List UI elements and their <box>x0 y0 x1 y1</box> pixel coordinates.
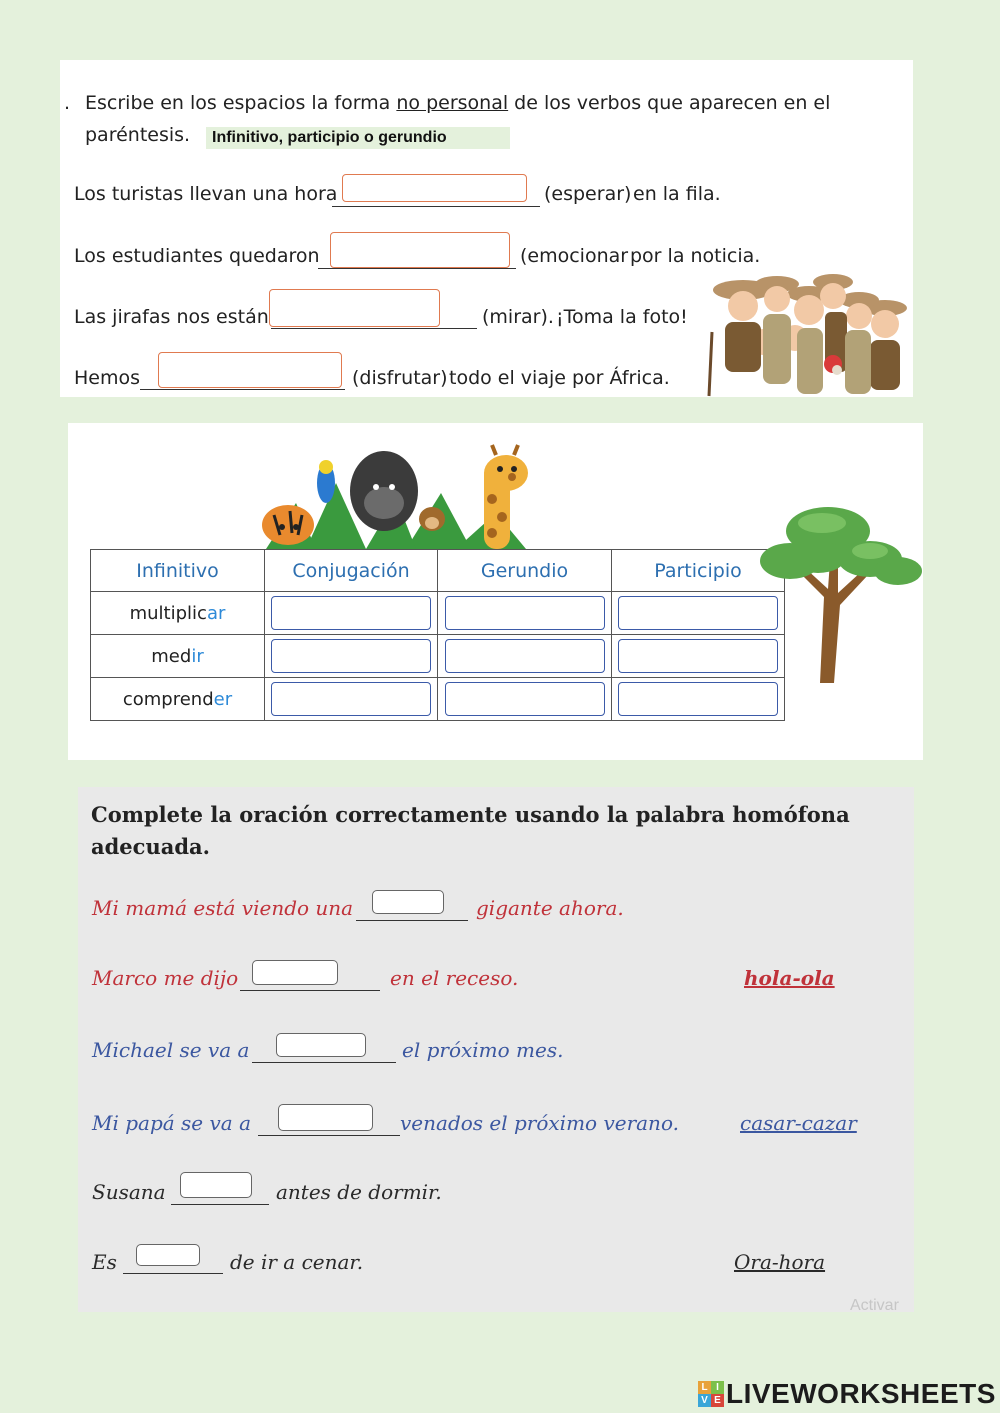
answer-cell <box>612 678 785 721</box>
homophone-input-3[interactable] <box>276 1033 366 1057</box>
sentence-3-start: Michael se va a <box>92 1038 250 1062</box>
sentence-5-end: antes de dormir. <box>276 1180 442 1204</box>
sentence-6-start: Es <box>92 1250 117 1274</box>
answer-cell <box>438 592 612 635</box>
homophone-input-6[interactable] <box>136 1244 200 1266</box>
exercise-no-personal <box>60 60 913 397</box>
word-pair-ora-hora: Ora-hora <box>734 1250 826 1274</box>
homophone-input-1[interactable] <box>372 890 444 914</box>
verb-stem: comprend <box>122 688 214 710</box>
sentence-4-end: venados el próximo verano. <box>400 1111 679 1135</box>
sentence-1-end: gigante ahora. <box>476 896 624 920</box>
blank-line <box>171 1204 269 1205</box>
sentence-1-start: Mi mamá está viendo una <box>92 896 354 920</box>
conjugacion-input-3[interactable] <box>271 682 431 716</box>
table-row <box>91 592 785 635</box>
jungle-animals-illustration <box>256 443 556 549</box>
homophone-input-2[interactable] <box>252 960 338 985</box>
verb-ending: ir <box>191 645 204 667</box>
sentence-2-start: Los estudiantes quedaron <box>74 245 320 267</box>
sentence-4-start: Hemos <box>74 367 141 389</box>
sentence-4-end: todo el viaje por África. <box>449 367 670 389</box>
instruction-bullet: . <box>64 92 71 114</box>
instruction-underlined: no personal <box>396 92 509 114</box>
verb-hint-4: (disfrutar) <box>352 367 448 389</box>
conjugacion-input-1[interactable] <box>271 596 431 630</box>
blank-line <box>318 268 516 269</box>
instruction-line-2: paréntesis. <box>85 124 191 146</box>
hint-box: Infinitivo, participio o gerundio <box>206 127 510 149</box>
participio-input-2[interactable] <box>618 639 778 673</box>
sentence-6-end: de ir a cenar. <box>230 1250 364 1274</box>
sentence-3-end: el próximo mes. <box>402 1038 564 1062</box>
exercise-verb-table <box>68 423 923 760</box>
instruction-text-end: de los verbos que aparecen en el <box>508 92 831 114</box>
header-gerundio: Gerundio <box>438 550 612 592</box>
table-header-row <box>91 550 785 592</box>
sentence-4-start: Mi papá se va a <box>92 1111 252 1135</box>
sentence-1-start: Los turistas llevan una hora <box>74 183 338 205</box>
header-participio: Participio <box>612 550 785 592</box>
word-pair-casar-cazar: casar-cazar <box>740 1111 857 1135</box>
verb-stem: med <box>151 645 192 667</box>
blank-line <box>271 328 477 329</box>
blank-line <box>140 389 345 390</box>
verb-cell <box>91 592 265 635</box>
answer-input-3[interactable] <box>269 289 440 327</box>
header-conjugacion: Conjugación <box>265 550 438 592</box>
sentence-3-end: ¡Toma la foto! <box>556 306 688 328</box>
verb-ending: er <box>213 688 233 710</box>
sentence-5-start: Susana <box>92 1180 166 1204</box>
answer-input-1[interactable] <box>342 174 527 202</box>
blank-line <box>258 1135 400 1136</box>
answer-cell <box>438 678 612 721</box>
verb-table <box>90 549 785 721</box>
exercise-title: Complete la oración correctamente usando la palabra homófona adecuada. <box>91 802 850 859</box>
logo-letter: L <box>698 1381 711 1394</box>
homophone-input-5[interactable] <box>180 1172 252 1198</box>
answer-input-2[interactable] <box>330 232 510 268</box>
sentence-3-start: Las jirafas nos están <box>74 306 269 328</box>
header-infinitivo: Infinitivo <box>91 550 265 592</box>
logo-letter: I <box>711 1381 724 1394</box>
answer-input-4[interactable] <box>158 352 342 388</box>
verb-hint-2: (emocionar <box>520 245 629 267</box>
verb-hint-1: (esperar) <box>544 183 632 205</box>
gerundio-input-3[interactable] <box>445 682 605 716</box>
blank-line <box>332 206 540 207</box>
blank-line <box>252 1062 396 1063</box>
verb-hint-3: (mirar). <box>482 306 554 328</box>
safari-kids-illustration <box>705 272 913 397</box>
participio-input-3[interactable] <box>618 682 778 716</box>
verb-ending: ar <box>206 602 226 624</box>
answer-cell <box>438 635 612 678</box>
liveworksheets-logo-icon <box>698 1381 724 1407</box>
answer-cell <box>265 635 438 678</box>
brand-name: LIVEWORKSHEETS <box>726 1378 996 1409</box>
word-pair-hola-ola: hola-ola <box>744 966 835 990</box>
instruction-line-1 <box>85 92 830 114</box>
verb-stem: multiplic <box>129 602 207 624</box>
blank-line <box>356 920 468 921</box>
logo-letter: V <box>698 1394 711 1407</box>
verb-cell <box>91 635 265 678</box>
table-row <box>91 635 785 678</box>
answer-cell <box>265 592 438 635</box>
participio-input-1[interactable] <box>618 596 778 630</box>
logo-letter: E <box>711 1394 724 1407</box>
blank-line <box>123 1273 223 1274</box>
liveworksheets-brand <box>698 1378 996 1410</box>
sentence-1-end: en la fila. <box>633 183 721 205</box>
table-row <box>91 678 785 721</box>
sentence-2-end: en el receso. <box>390 966 519 990</box>
exercise-homophones <box>78 787 914 1312</box>
gerundio-input-2[interactable] <box>445 639 605 673</box>
conjugacion-input-2[interactable] <box>271 639 431 673</box>
blank-line <box>240 990 380 991</box>
homophone-input-4[interactable] <box>278 1104 373 1131</box>
instruction-text: Escribe en los espacios la forma <box>85 92 397 114</box>
tree-illustration <box>758 501 923 683</box>
watermark-text: Activar <box>850 1297 899 1314</box>
answer-cell <box>265 678 438 721</box>
verb-cell <box>91 678 265 721</box>
sentence-2-start: Marco me dijo <box>92 966 239 990</box>
gerundio-input-1[interactable] <box>445 596 605 630</box>
sentence-2-end: por la noticia. <box>630 245 761 267</box>
